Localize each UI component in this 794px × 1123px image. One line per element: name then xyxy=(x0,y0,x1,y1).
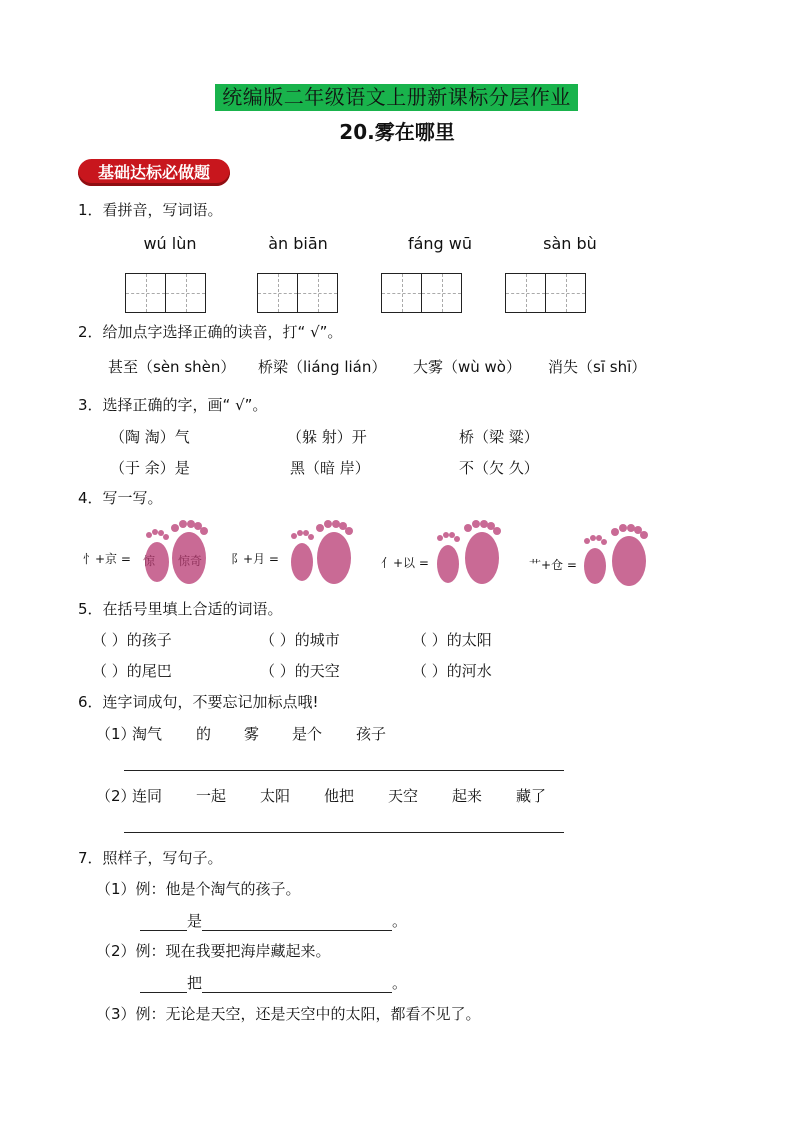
q1-prompt: 1．看拼音，写词语。 xyxy=(78,201,223,219)
q5-blank[interactable]: （ ）的太阳 xyxy=(412,631,492,649)
q7-prompt: 7．照样子，写句子。 xyxy=(78,849,223,867)
worksheet-banner: 统编版二年级语文上册新课标分层作业 xyxy=(215,84,578,111)
q5-blank[interactable]: （ ）的城市 xyxy=(260,631,340,649)
footprints-icon-4[interactable] xyxy=(580,524,656,588)
answer-line-1[interactable] xyxy=(124,770,564,771)
lesson-title: 20.雾在哪里 xyxy=(339,120,455,144)
footprints-icon-3[interactable] xyxy=(432,520,512,586)
fill-word: 把 xyxy=(187,974,203,992)
fill-word: 是 xyxy=(187,912,203,930)
blank-line[interactable] xyxy=(140,914,187,931)
q3-item[interactable]: 黑（暗 岸） xyxy=(290,459,370,477)
q6-s2-num: （2） xyxy=(96,787,136,805)
blank-line[interactable] xyxy=(202,976,392,993)
q6-word: 他把 xyxy=(324,787,355,805)
q6-word: 天空 xyxy=(388,787,419,805)
q6-prompt: 6．连字词成句，不要忘记加标点哦! xyxy=(78,693,319,711)
q5-prompt: 5．在括号里填上合适的词语。 xyxy=(78,600,283,618)
q2-item-4[interactable]: 消失（sī shī） xyxy=(548,358,647,376)
q3-item[interactable]: 不（欠 久） xyxy=(459,459,539,477)
q6-word: 连同 xyxy=(132,787,163,805)
footprints-icon-2[interactable] xyxy=(282,520,362,586)
q6-word: 起来 xyxy=(452,787,483,805)
blank-line[interactable] xyxy=(202,914,392,931)
q5-blank[interactable]: （ ）的尾巴 xyxy=(92,662,172,680)
answer-line-2[interactable] xyxy=(124,832,564,833)
q6-word: 藏了 xyxy=(516,787,547,805)
tian-grid-4[interactable] xyxy=(505,273,586,313)
q3-item[interactable]: （陶 淘）气 xyxy=(110,428,190,446)
q1-pinyin-4: sàn bù xyxy=(543,234,597,253)
q3-item[interactable]: （躲 射）开 xyxy=(287,428,367,446)
q6-word: 雾 xyxy=(244,725,260,743)
q6-word: 太阳 xyxy=(260,787,291,805)
q2-item-3[interactable]: 大雾（wù wò） xyxy=(413,358,521,376)
blank-line[interactable] xyxy=(140,976,187,993)
q5-blank[interactable]: （ ）的河水 xyxy=(412,662,492,680)
period: 。 xyxy=(392,912,408,930)
q6-word: 一起 xyxy=(196,787,227,805)
q6-word: 淘气 xyxy=(132,725,163,743)
q4-prompt: 4．写一写。 xyxy=(78,489,163,507)
q7-example-3: （3）例：无论是天空，还是天空中的太阳，都看不见了。 xyxy=(96,1005,481,1023)
q7-fill-2[interactable] xyxy=(140,973,407,993)
q4-formula-2: 阝+月 = xyxy=(231,552,279,566)
q6-word: 是个 xyxy=(292,725,323,743)
q3-item[interactable]: 桥（梁 粱） xyxy=(459,428,539,446)
q3-prompt: 3．选择正确的字，画“ √”。 xyxy=(78,396,268,414)
q1-pinyin-3: fáng wū xyxy=(407,234,473,253)
q6-word: 的 xyxy=(196,725,212,743)
q3-item[interactable]: （于 余）是 xyxy=(110,459,190,477)
tian-grid-3[interactable] xyxy=(381,273,462,313)
q2-item-1[interactable]: 甚至（sèn shèn） xyxy=(108,358,236,376)
q2-prompt: 2．给加点字选择正确的读音，打“ √”。 xyxy=(78,323,343,341)
q5-blank[interactable]: （ ）的天空 xyxy=(260,662,340,680)
q1-pinyin-2: àn biān xyxy=(268,234,328,253)
tian-grid-1[interactable] xyxy=(125,273,206,313)
foot-char: 惊奇 xyxy=(178,554,203,568)
q6-s1-num: （1） xyxy=(96,725,136,743)
q4-formula-4: 艹+仓 = xyxy=(529,558,577,572)
q4-formula-3: 亻+以 = xyxy=(381,556,429,570)
q1-pinyin-1: wú lùn xyxy=(143,234,197,253)
q2-item-2[interactable]: 桥梁（liáng lián） xyxy=(258,358,387,376)
q6-word: 孩子 xyxy=(356,725,387,743)
period: 。 xyxy=(392,974,408,992)
q5-blank[interactable]: （ ）的孩子 xyxy=(92,631,172,649)
q7-fill-1[interactable] xyxy=(140,911,407,931)
foot-char: 惊 xyxy=(143,554,156,568)
q7-example-2: （2）例：现在我要把海岸藏起来。 xyxy=(96,942,331,960)
tian-grid-2[interactable] xyxy=(257,273,338,313)
q4-formula-1: 忄+京 = xyxy=(83,552,131,566)
q7-example-1: （1）例：他是个淘气的孩子。 xyxy=(96,880,301,898)
section-tag: 基础达标必做题 xyxy=(78,159,230,186)
